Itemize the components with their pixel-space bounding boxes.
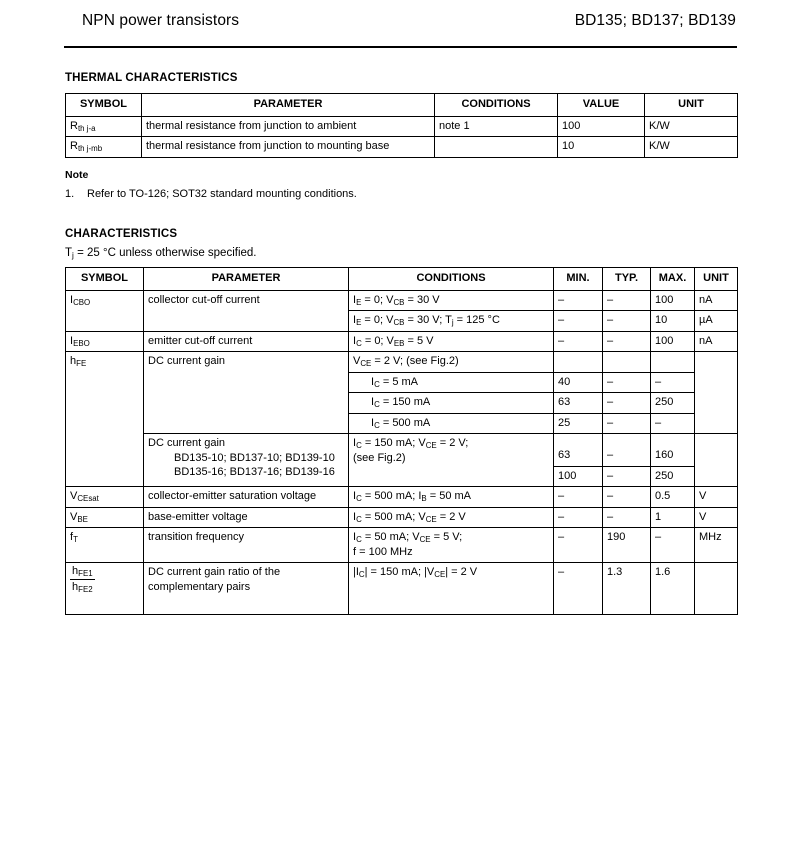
row-vcesat-symbol: $V_{CEsat}$ — [66, 487, 144, 508]
thermal-row1-symbol: $R_{th j-mb}$ — [66, 137, 142, 158]
row-icbo2-conditions: $I_E = 0$; $V_{CB} = 30$ V; $T_j = 125$ °C — [349, 311, 554, 332]
char-col-max: MAX. — [651, 268, 695, 291]
row-hfe-ratio-max: 1.6 — [651, 563, 695, 615]
row-hfe-symbol: $h_{FE}$ — [66, 352, 144, 487]
row-hfe-types-typ-2: – — [603, 466, 651, 487]
row-iebo-parameter: emitter cut-off current — [144, 331, 349, 352]
row-hfe-ratio-min: – — [554, 563, 603, 615]
row-icbo1-max: 100 — [651, 290, 695, 311]
thermal-characteristics-table — [65, 93, 738, 158]
table-row — [66, 137, 738, 158]
characteristics-table-header-row — [66, 268, 738, 291]
row-hfe-sub0-max: – — [651, 372, 695, 393]
thermal-table-header-row — [66, 94, 738, 117]
row-hfe-sub1-typ: – — [603, 393, 651, 414]
row-hfe-sub1-conditions: $I_C = 150$ mA — [349, 393, 554, 414]
row-ft-conditions: $I_C = 50$ mA; $V_{CE} = 5$ V; f = 100 MHz — [349, 528, 554, 563]
hfe-ratio-fraction: $\frac{h_{FE1}}{h_{FE2}}$ — [72, 565, 93, 595]
thermal-col-parameter: PARAMETER — [142, 94, 435, 117]
row-iebo-min: – — [554, 331, 603, 352]
row-vbe-max: 1 — [651, 507, 695, 528]
row-ft-max: – — [651, 528, 695, 563]
note-number: 1. — [65, 188, 75, 200]
row-ft-typ: 190 — [603, 528, 651, 563]
row-icbo2-min: – — [554, 311, 603, 332]
row-iebo-symbol: $I_{EBO}$ — [66, 331, 144, 352]
note-item-1 — [65, 188, 357, 200]
row-icbo1-typ: – — [603, 290, 651, 311]
table-row — [66, 116, 738, 137]
row-ft-symbol: $f_T$ — [66, 528, 144, 563]
char-col-min: MIN. — [554, 268, 603, 291]
row-iebo-unit: nA — [695, 331, 738, 352]
row-hfe-types-conditions: $I_C = 150$ mA; $V_{CE} = 2$ V; (see Fig.2) — [349, 434, 554, 487]
row-icbo1-conditions: $I_E = 0$; $V_{CB} = 30$ V — [349, 290, 554, 311]
row-vcesat-parameter: collector-emitter saturation voltage — [144, 487, 349, 508]
row-hfe-types-min-2: 100 — [554, 466, 603, 487]
row-icbo-symbol: $I_{CBO}$ — [66, 290, 144, 331]
row-hfe-sub2-min: 25 — [554, 413, 603, 434]
row-hfe-ratio-conditions: $|I_C| = 150$ mA; $|V_{CE}| = 2$ V — [349, 563, 554, 615]
characteristics-table — [65, 267, 738, 615]
thermal-row0-parameter: thermal resistance from junction to ambient — [142, 116, 435, 137]
row-vbe-unit: V — [695, 507, 738, 528]
thermal-row0-unit: K/W — [645, 116, 738, 137]
row-hfe-head-typ — [603, 352, 651, 373]
row-icbo1-unit: nA — [695, 290, 738, 311]
row-iebo-conditions: $I_C = 0$; $V_{EB} = 5$ V — [349, 331, 554, 352]
hfe-types-line-1: BD135-10; BD137-10; BD139-10 — [174, 451, 335, 464]
row-hfe-ratio-typ: 1.3 — [603, 563, 651, 615]
table-row — [66, 487, 738, 508]
table-row — [66, 434, 738, 467]
row-hfe-head-min — [554, 352, 603, 373]
char-col-parameter: PARAMETER — [144, 268, 349, 291]
row-hfe-types-unit — [695, 434, 738, 487]
row-hfe-types-min-1: 63 — [554, 434, 603, 467]
characteristics-temp-note: $T_j = 25$ °C unless otherwise specified. — [65, 247, 257, 261]
row-vbe-min: – — [554, 507, 603, 528]
note-text: Refer to TO-126; SOT32 standard mounting conditions. — [87, 188, 357, 200]
row-ft-cond-line2: f = 100 MHz — [353, 545, 413, 558]
thermal-col-symbol: SYMBOL — [66, 94, 142, 117]
row-vcesat-conditions: $I_C = 500$ mA; $I_B = 50$ mA — [349, 487, 554, 508]
row-hfe-sub0-conditions: $I_C = 5$ mA — [349, 372, 554, 393]
row-icbo2-max: 10 — [651, 311, 695, 332]
table-row — [66, 352, 738, 373]
header-left-title: NPN power transistors — [82, 12, 240, 29]
table-row — [66, 290, 738, 311]
row-vcesat-max: 0.5 — [651, 487, 695, 508]
thermal-characteristics-heading: THERMAL CHARACTERISTICS — [65, 72, 238, 84]
characteristics-heading: CHARACTERISTICS — [65, 228, 178, 240]
row-vcesat-unit: V — [695, 487, 738, 508]
hfe-ratio-param-line1: DC current gain ratio of the — [148, 566, 281, 579]
row-hfe-sub1-max: 250 — [651, 393, 695, 414]
table-row — [66, 528, 738, 563]
char-col-typ: TYP. — [603, 268, 651, 291]
thermal-col-unit: UNIT — [645, 94, 738, 117]
row-vcesat-min: – — [554, 487, 603, 508]
hfe-types-param-label: DC current gain — [148, 437, 226, 450]
row-iebo-typ: – — [603, 331, 651, 352]
row-icbo1-min: – — [554, 290, 603, 311]
thermal-row0-value: 100 — [558, 116, 645, 137]
char-col-conditions: CONDITIONS — [349, 268, 554, 291]
row-vbe-symbol: $V_{BE}$ — [66, 507, 144, 528]
row-hfe-sub2-max: – — [651, 413, 695, 434]
row-hfe-ratio-unit — [695, 563, 738, 615]
row-icbo2-unit: µA — [695, 311, 738, 332]
thermal-col-conditions: CONDITIONS — [435, 94, 558, 117]
hfe-types-line-2: BD135-16; BD137-16; BD139-16 — [174, 466, 335, 479]
thermal-row1-unit: K/W — [645, 137, 738, 158]
note-heading: Note — [65, 169, 89, 181]
thermal-row1-parameter: thermal resistance from junction to mounting base — [142, 137, 435, 158]
row-vbe-parameter: base-emitter voltage — [144, 507, 349, 528]
char-col-symbol: SYMBOL — [66, 268, 144, 291]
row-hfe-types-typ-1: – — [603, 434, 651, 467]
hfe-ratio-param-line2: complementary pairs — [148, 580, 251, 593]
hfe-types-cond-line2: (see Fig.2) — [353, 451, 406, 464]
row-vcesat-typ: – — [603, 487, 651, 508]
row-hfe-types-parameter — [144, 434, 349, 487]
row-ft-parameter: transition frequency — [144, 528, 349, 563]
row-hfe-types-max-2: 250 — [651, 466, 695, 487]
thermal-col-value: VALUE — [558, 94, 645, 117]
row-hfe-conditions-head: $V_{CE} = 2$ V; (see Fig.2) — [349, 352, 554, 373]
row-vbe-conditions: $I_C = 500$ mA; $V_{CE} = 2$ V — [349, 507, 554, 528]
thermal-row1-value: 10 — [558, 137, 645, 158]
row-hfe-sub2-typ: – — [603, 413, 651, 434]
row-hfe-ratio-parameter — [144, 563, 349, 615]
row-hfe-sub2-conditions: $I_C = 500$ mA — [349, 413, 554, 434]
row-vbe-typ: – — [603, 507, 651, 528]
row-ft-min: – — [554, 528, 603, 563]
thermal-row0-conditions: note 1 — [435, 116, 558, 137]
thermal-row1-conditions — [435, 137, 558, 158]
row-hfe-parameter: DC current gain — [144, 352, 349, 434]
page-header — [0, 12, 800, 46]
row-hfe-sub0-typ: – — [603, 372, 651, 393]
thermal-row0-symbol: $R_{th j-a}$ — [66, 116, 142, 137]
row-hfe-types-max-1: 160 — [651, 434, 695, 467]
row-hfe-unit — [695, 352, 738, 434]
row-hfe-head-max — [651, 352, 695, 373]
row-hfe-sub1-min: 63 — [554, 393, 603, 414]
row-icbo2-typ: – — [603, 311, 651, 332]
table-row — [66, 507, 738, 528]
row-icbo-parameter: collector cut-off current — [144, 290, 349, 331]
table-row — [66, 563, 738, 615]
header-divider-rule — [64, 46, 737, 48]
table-row — [66, 331, 738, 352]
row-hfe-sub0-min: 40 — [554, 372, 603, 393]
header-right-title: BD135; BD137; BD139 — [574, 12, 736, 29]
row-iebo-max: 100 — [651, 331, 695, 352]
char-col-unit: UNIT — [695, 268, 738, 291]
row-ft-unit: MHz — [695, 528, 738, 563]
row-hfe-ratio-symbol — [66, 563, 144, 615]
